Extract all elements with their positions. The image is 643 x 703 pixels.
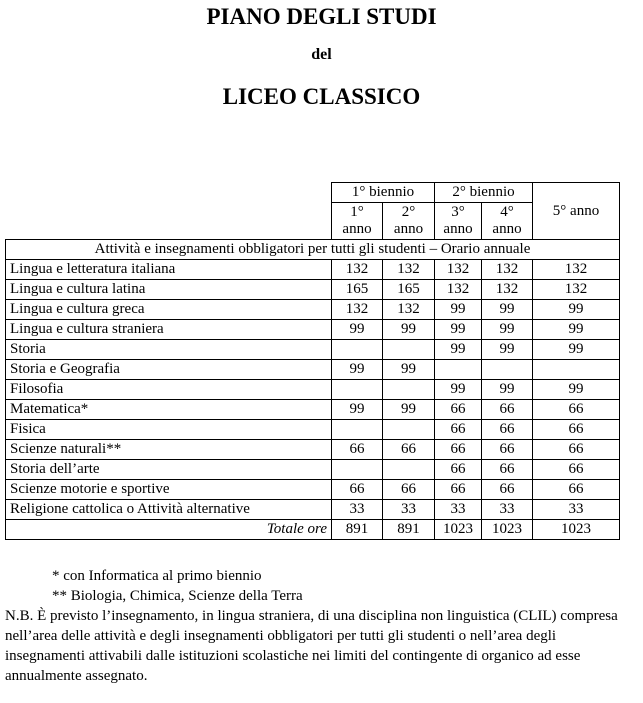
hours-cell: 33 (332, 500, 383, 520)
hours-cell: 132 (332, 300, 383, 320)
table-row (6, 300, 620, 320)
hours-cell: 33 (435, 500, 482, 520)
hours-cell: 66 (533, 480, 620, 500)
hours-cell: 66 (383, 480, 435, 500)
hours-cell: 132 (482, 260, 533, 280)
hours-cell: 99 (332, 360, 383, 380)
nb-note: N.B. È previsto l’insegnamento, in lingua straniera, di una disciplina non linguistica (CLIL) compresa nell’area delle attività e degli insegnamenti obbligatori per tutti gli studenti o nell’area degli insegnamenti attivabili dalle istituzioni scolastiche nei limiti del contingente di organico ad esse annualmente assegnato. (5, 608, 618, 684)
subject-cell: Lingua e letteratura italiana (6, 260, 332, 280)
table-row (6, 460, 620, 480)
table-row (6, 280, 620, 300)
header-blank-cell (6, 183, 332, 240)
hours-cell: 132 (533, 260, 620, 280)
year-header-1: 1° anno (332, 203, 383, 240)
hours-cell: 33 (482, 500, 533, 520)
hours-cell: 99 (435, 320, 482, 340)
section-title-row (6, 240, 620, 260)
hours-cell: 99 (482, 380, 533, 400)
total-row (6, 520, 620, 540)
subject-cell: Scienze naturali** (6, 440, 332, 460)
footnotes (5, 566, 637, 686)
total-year-4: 1023 (482, 520, 533, 540)
subject-cell: Scienze motorie e sportive (6, 480, 332, 500)
hours-cell (383, 420, 435, 440)
hours-cell: 66 (332, 480, 383, 500)
hours-cell (533, 360, 620, 380)
hours-cell: 66 (482, 400, 533, 420)
hours-cell: 132 (482, 280, 533, 300)
hours-cell: 99 (435, 380, 482, 400)
subject-cell: Filosofia (6, 380, 332, 400)
hours-cell: 99 (383, 400, 435, 420)
total-year-5: 1023 (533, 520, 620, 540)
total-label: Totale ore (6, 520, 332, 540)
hours-cell (332, 460, 383, 480)
year-header-4: 4° anno (482, 203, 533, 240)
hours-cell: 99 (332, 320, 383, 340)
footnote-informatica: * con Informatica al primo biennio (52, 568, 262, 584)
hours-cell: 99 (435, 300, 482, 320)
total-year-2: 891 (383, 520, 435, 540)
hours-cell: 66 (435, 440, 482, 460)
hours-cell: 66 (482, 460, 533, 480)
hours-cell: 99 (533, 340, 620, 360)
hours-cell: 99 (482, 340, 533, 360)
year-header-5: 5° anno (533, 183, 620, 240)
subject-cell: Lingua e cultura latina (6, 280, 332, 300)
hours-cell: 66 (435, 460, 482, 480)
hours-cell: 66 (482, 420, 533, 440)
table-row (6, 420, 620, 440)
table-row (6, 360, 620, 380)
hours-cell: 99 (332, 400, 383, 420)
hours-cell: 33 (383, 500, 435, 520)
hours-cell: 66 (435, 420, 482, 440)
hours-cell (435, 360, 482, 380)
hours-cell: 66 (533, 440, 620, 460)
hours-cell: 33 (533, 500, 620, 520)
hours-cell (383, 460, 435, 480)
subject-cell: Storia dell’arte (6, 460, 332, 480)
hours-cell: 99 (533, 320, 620, 340)
hours-cell: 66 (533, 460, 620, 480)
group-header-row (6, 183, 620, 203)
section-title: Attività e insegnamenti obbligatori per tutti gli studenti – Orario annuale (6, 240, 620, 260)
page-subtitle: del (311, 46, 332, 63)
hours-cell: 99 (533, 380, 620, 400)
hours-cell: 99 (383, 360, 435, 380)
page-title: PIANO DEGLI STUDI (206, 4, 437, 29)
subject-cell: Fisica (6, 420, 332, 440)
table-row (6, 320, 620, 340)
subject-cell: Storia e Geografia (6, 360, 332, 380)
hours-cell: 66 (482, 480, 533, 500)
hours-cell: 66 (383, 440, 435, 460)
hours-cell: 132 (435, 280, 482, 300)
table-row (6, 500, 620, 520)
table-row (6, 440, 620, 460)
hours-cell: 66 (435, 480, 482, 500)
subject-cell: Religione cattolica o Attività alternative (6, 500, 332, 520)
hours-cell: 99 (435, 340, 482, 360)
hours-cell: 66 (435, 400, 482, 420)
hours-cell: 66 (332, 440, 383, 460)
subject-cell: Storia (6, 340, 332, 360)
table-row (6, 260, 620, 280)
total-year-3: 1023 (435, 520, 482, 540)
table-row (6, 380, 620, 400)
hours-cell: 66 (482, 440, 533, 460)
hours-cell: 99 (482, 320, 533, 340)
school-name: LICEO CLASSICO (222, 84, 421, 109)
hours-cell: 132 (332, 260, 383, 280)
study-plan-table (5, 182, 620, 540)
hours-cell: 132 (383, 260, 435, 280)
hours-cell: 66 (533, 420, 620, 440)
subject-cell: Matematica* (6, 400, 332, 420)
hours-cell (383, 340, 435, 360)
group-header-second-biennium: 2° biennio (435, 183, 533, 203)
hours-cell: 132 (435, 260, 482, 280)
hours-cell: 132 (383, 300, 435, 320)
hours-cell: 99 (482, 300, 533, 320)
hours-cell (482, 360, 533, 380)
hours-cell: 132 (533, 280, 620, 300)
year-header-3: 3° anno (435, 203, 482, 240)
hours-cell: 165 (383, 280, 435, 300)
hours-cell (332, 340, 383, 360)
table-row (6, 400, 620, 420)
group-header-first-biennium: 1° biennio (332, 183, 435, 203)
hours-cell: 99 (533, 300, 620, 320)
hours-cell: 99 (383, 320, 435, 340)
hours-cell: 66 (533, 400, 620, 420)
subject-rows (6, 260, 620, 520)
hours-cell (383, 380, 435, 400)
hours-cell: 165 (332, 280, 383, 300)
total-year-1: 891 (332, 520, 383, 540)
subject-cell: Lingua e cultura straniera (6, 320, 332, 340)
hours-cell (332, 380, 383, 400)
hours-cell (332, 420, 383, 440)
footnote-scienze: ** Biologia, Chimica, Scienze della Terra (52, 588, 303, 604)
table-row (6, 480, 620, 500)
year-header-2: 2° anno (383, 203, 435, 240)
subject-cell: Lingua e cultura greca (6, 300, 332, 320)
table-row (6, 340, 620, 360)
